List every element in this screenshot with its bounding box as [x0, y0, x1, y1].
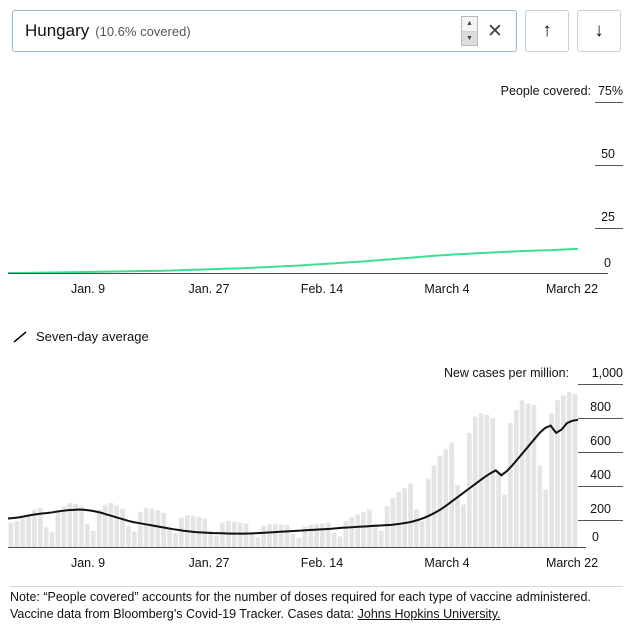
people-covered-plot	[8, 72, 588, 277]
xtick-march22: March 22	[545, 282, 599, 296]
ytick-rule-1000	[578, 384, 623, 385]
ytick-label-0: 0	[604, 256, 611, 270]
xtick2-march4: March 4	[424, 556, 470, 570]
ytick-rule-25	[595, 228, 623, 229]
xtick-jan9: Jan. 9	[70, 282, 106, 296]
stepper-down-icon[interactable]: ▼	[462, 32, 477, 46]
new-cases-bars	[9, 392, 578, 547]
xtick2-jan27: Jan. 27	[188, 556, 230, 570]
ytick-rule-75	[595, 102, 623, 103]
new-cases-plot	[8, 358, 578, 548]
ytick-label-600: 600	[590, 434, 611, 448]
search-country-name: Hungary	[25, 21, 90, 40]
ytick-rule-50	[595, 165, 623, 166]
xtick-march4: March 4	[424, 282, 470, 296]
footnote	[10, 589, 623, 623]
ytick-label-1000: 1,000	[591, 366, 623, 380]
ytick-label-0: 0	[592, 530, 599, 544]
legend-label: Seven-day average	[36, 329, 149, 344]
ytick-label-400: 400	[590, 468, 611, 482]
new-cases-x-axis	[8, 547, 586, 548]
ytick-label-50: 50	[601, 147, 615, 161]
stepper-spinner[interactable]	[461, 16, 478, 46]
ytick-rule-800	[578, 418, 623, 419]
previous-country-button[interactable]: ↑	[525, 10, 569, 52]
search-value	[25, 21, 461, 41]
source-link[interactable]: Johns Hopkins University.	[357, 607, 501, 622]
xtick-feb14: Feb. 14	[300, 282, 344, 296]
people-covered-title: People covered:	[500, 84, 591, 98]
seven-day-average-icon	[12, 330, 28, 344]
search-coverage-note: (10.6% covered)	[95, 24, 191, 39]
new-cases-chart	[0, 358, 633, 588]
ytick-rule-200	[578, 520, 623, 521]
xtick-jan27: Jan. 27	[188, 282, 230, 296]
ytick-label-200: 200	[590, 502, 611, 516]
people-covered-x-axis	[8, 273, 608, 274]
clear-icon[interactable]: ✕	[487, 20, 503, 42]
ytick-rule-600	[578, 452, 623, 453]
legend	[12, 329, 149, 344]
ytick-label-75: 75%	[597, 84, 623, 98]
xtick2-jan9: Jan. 9	[70, 556, 106, 570]
footnote-text: Note: “People covered” accounts for the number of doses required for each type of vaccine administered. Vaccine data from Bloomberg’s Covid-19 Tracker. Cases data:	[10, 590, 591, 622]
new-cases-title: New cases per million:	[443, 366, 569, 380]
ytick-label-800: 800	[590, 400, 611, 414]
people-covered-chart	[0, 72, 633, 312]
xtick2-feb14: Feb. 14	[300, 556, 344, 570]
people-covered-line	[8, 249, 578, 273]
ytick-label-25: 25	[601, 210, 615, 224]
search-bar-row	[0, 0, 633, 58]
xtick2-march22: March 22	[545, 556, 599, 570]
footnote-divider	[10, 586, 623, 587]
country-search-input[interactable]	[12, 10, 517, 52]
stepper-up-icon[interactable]: ▲	[462, 17, 477, 32]
ytick-rule-400	[578, 486, 623, 487]
next-country-button[interactable]: ↓	[577, 10, 621, 52]
